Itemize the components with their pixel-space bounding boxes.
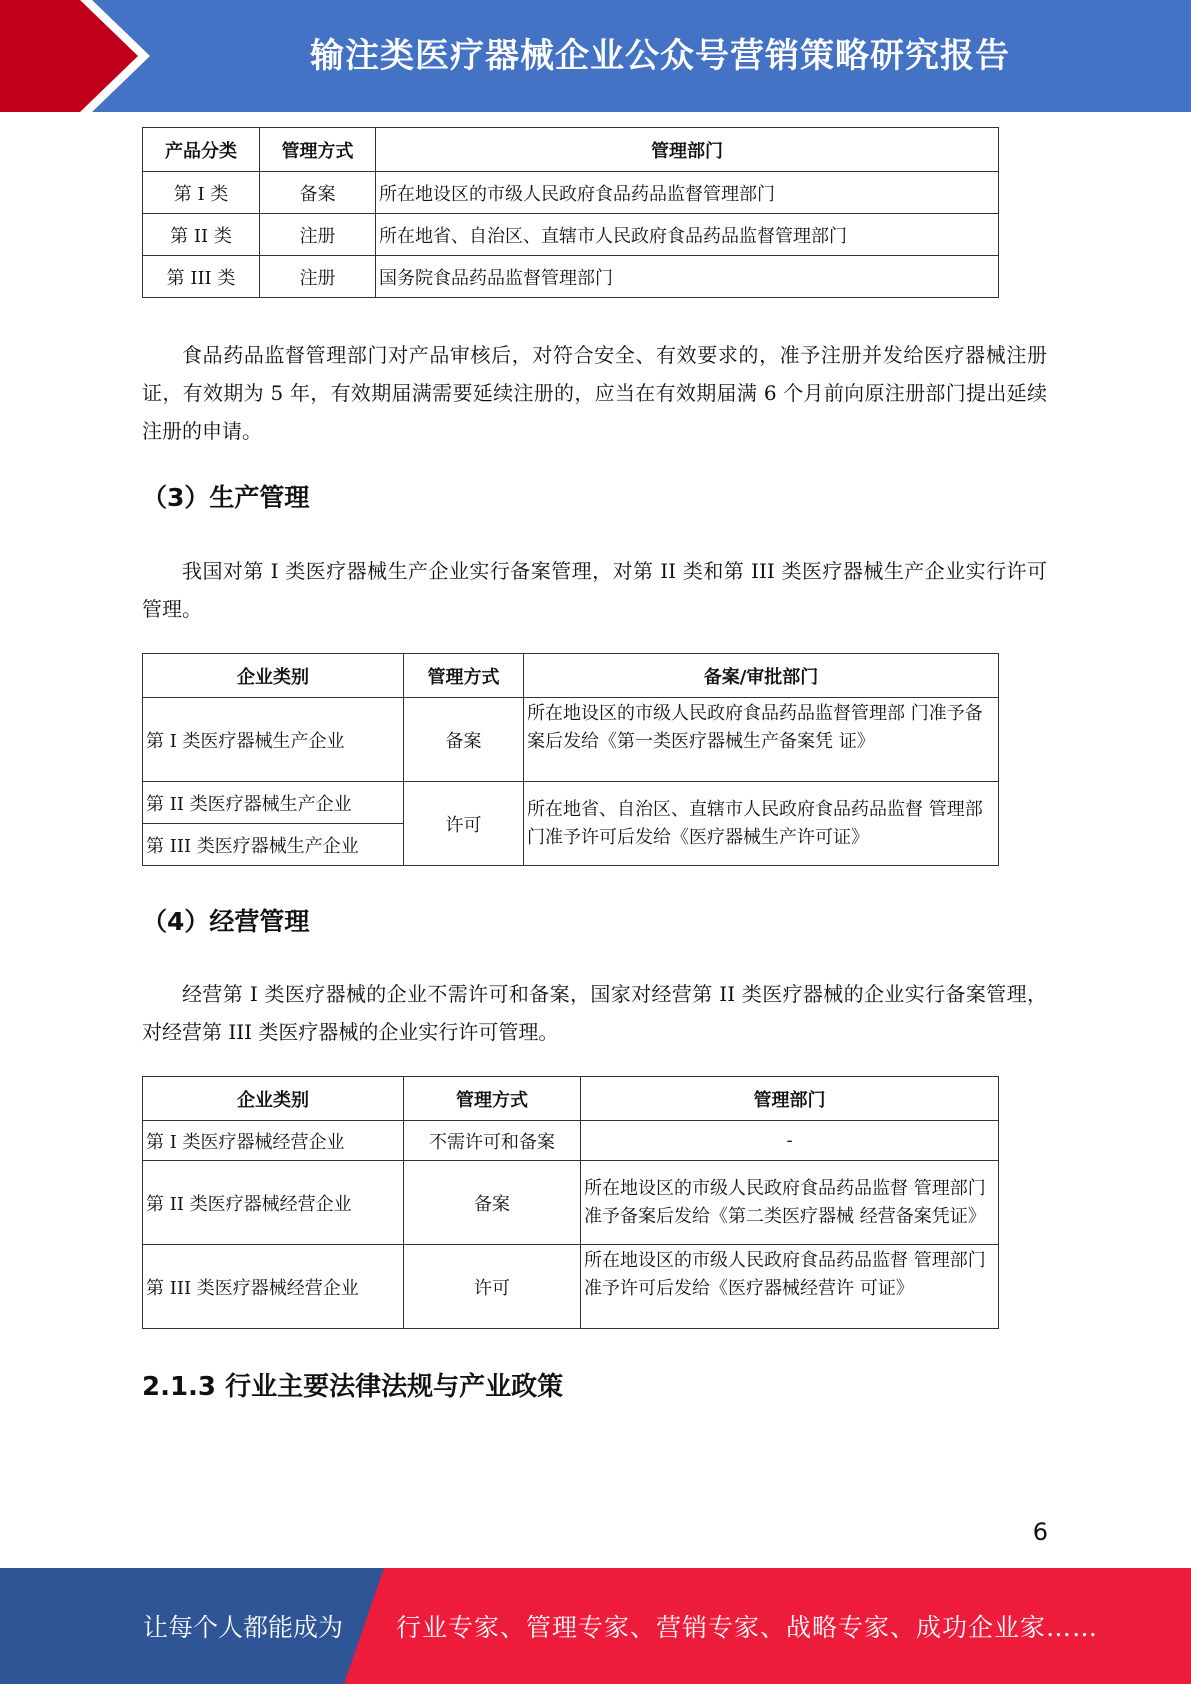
table-row [143,256,999,298]
table-cell: 注册 [260,214,376,256]
header-enterprise-category: 企业类别 [143,654,404,698]
table-cell: 许可 [404,782,524,866]
table-cell: 第 III 类医疗器械生产企业 [143,824,404,866]
table-row [143,698,999,782]
table-cell: 第 III 类医疗器械经营企业 [143,1245,404,1329]
table-cell: 许可 [404,1245,581,1329]
table-cell: 所在地设区的市级人民政府食品药品监督 管理部门准予许可后发给《医疗器械经营许 可证》 [581,1245,999,1329]
table-row [143,782,999,824]
header-product-class: 产品分类 [143,128,260,172]
page-footer [0,1568,1191,1684]
operation-paragraph: 经营第 I 类医疗器械的企业不需许可和备案，国家对经营第 II 类医疗器械的企业实行备案管理，对经营第 III 类医疗器械的企业实行许可管理。 [142,982,1047,1044]
table-cell: 第 I 类 [143,172,260,214]
table-cell: 第 I 类医疗器械生产企业 [143,698,404,782]
table-cell: 备案 [260,172,376,214]
report-title: 输注类医疗器械企业公众号营销策略研究报告 [310,36,1010,76]
table-row [143,1121,999,1161]
production-management-table [142,653,999,866]
header-management-method: 管理方式 [404,654,524,698]
header-management-method: 管理方式 [404,1077,581,1121]
table-cell: 不需许可和备案 [404,1121,581,1161]
section-heading-production: （3）生产管理 [142,483,310,512]
table-row [143,1245,999,1329]
table-cell: 所在地设区的市级人民政府食品药品监督 管理部门准予备案后发给《第二类医疗器械 经营备案凭证》 [581,1161,999,1245]
table-cell: 第 II 类 [143,214,260,256]
page-header [0,0,1191,112]
product-classification-table [142,127,999,298]
header-management-dept: 管理部门 [376,128,999,172]
table-cell: 第 II 类医疗器械生产企业 [143,782,404,824]
table-header-row [143,654,999,698]
table-cell: 第 III 类 [143,256,260,298]
table-cell: 第 I 类医疗器械经营企业 [143,1121,404,1161]
header-enterprise-category: 企业类别 [143,1077,404,1121]
header-management-method: 管理方式 [260,128,376,172]
registration-paragraph: 食品药品监督管理部门对产品审核后，对符合安全、有效要求的，准予注册并发给医疗器械注册证，有效期为 5 年，有效期届满需要延续注册的，应当在有效期届满 6 个月前向原注册部门提出延续注册的申请。 [142,343,1047,443]
table-cell: 注册 [260,256,376,298]
table-cell: 国务院食品药品监督管理部门 [376,256,999,298]
table-cell: 所在地设区的市级人民政府食品药品监督管理部 门准予备案后发给《第一类医疗器械生产备案凭 证》 [524,698,999,782]
table-cell: 第 II 类医疗器械经营企业 [143,1161,404,1245]
header-management-dept: 管理部门 [581,1077,999,1121]
production-paragraph: 我国对第 I 类医疗器械生产企业实行备案管理，对第 II 类和第 III 类医疗器械生产企业实行许可管理。 [142,559,1047,621]
header-approval-dept: 备案/审批部门 [524,654,999,698]
section-heading-laws: 2.1.3 行业主要法律法规与产业政策 [142,1372,564,1402]
table-header-row [143,1077,999,1121]
table-cell: 备案 [404,698,524,782]
table-cell: 所在地省、自治区、直辖市人民政府食品药品监督管理部门 [376,214,999,256]
table-cell: 所在地设区的市级人民政府食品药品监督管理部门 [376,172,999,214]
page-number: 6 [1032,1518,1048,1546]
table-row [143,214,999,256]
table-cell: 所在地省、自治区、直辖市人民政府食品药品监督 管理部门准予许可后发给《医疗器械生产许可证》 [524,782,999,866]
table-cell: - [581,1121,999,1161]
footer-slogan-left: 让每个人都能成为 [143,1613,344,1642]
table-row [143,172,999,214]
footer-slogan-right: 行业专家、管理专家、营销专家、战略专家、成功企业家…… [396,1613,1099,1642]
operation-management-table [142,1076,999,1329]
table-header-row [143,128,999,172]
table-row [143,1161,999,1245]
section-heading-operation: （4）经营管理 [142,907,310,936]
table-cell: 备案 [404,1161,581,1245]
